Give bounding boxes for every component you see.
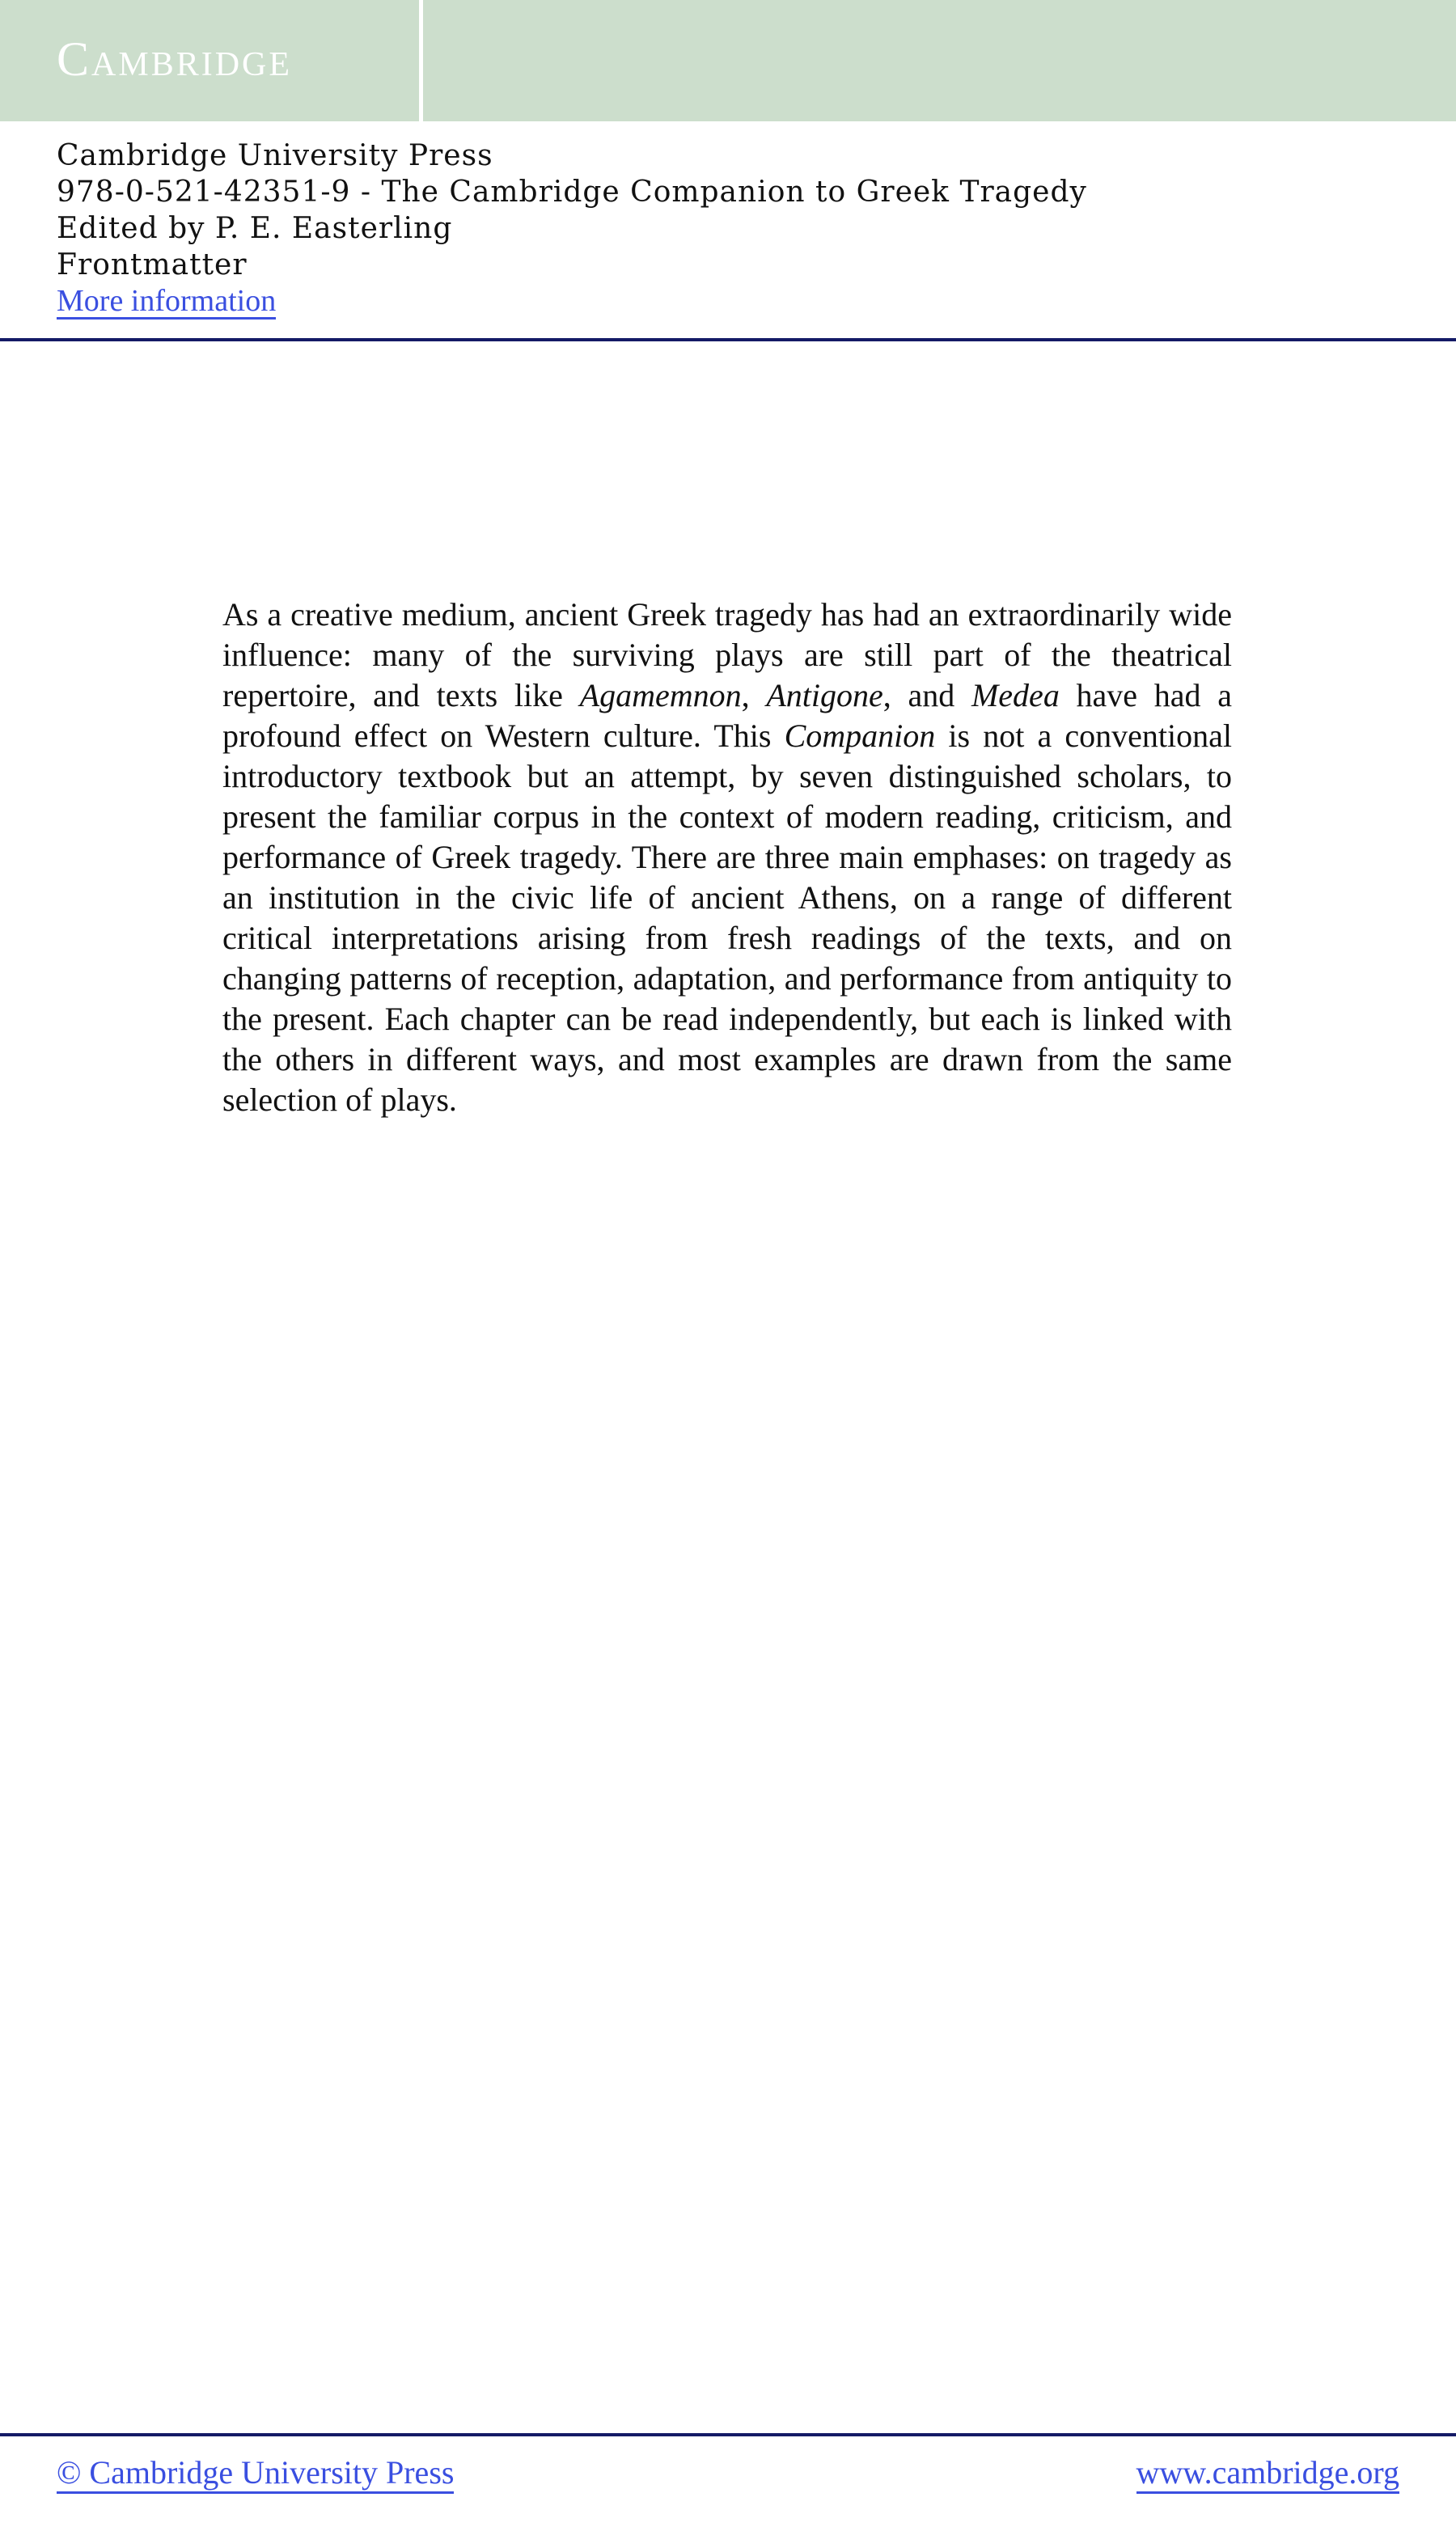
cambridge-logo: Cambridge <box>57 32 293 86</box>
book-metadata <box>57 138 1087 320</box>
description-paragraph <box>222 595 1232 1120</box>
banner-divider <box>419 0 423 121</box>
title-antigone: Antigone <box>766 677 883 713</box>
copyright-link[interactable]: © Cambridge University Press <box>57 2454 454 2494</box>
description-text-3: is not a conventional introductory textbook but an attempt, by seven distinguished scholars, to present the familiar corpus in the context of modern reading, criticism, and performance of Greek tragedy. There are three main emphases: on tragedy as an institution in the civic life of ancient Athens, on a range of different critical interpretations arising from fresh readings of the texts, and on changing patterns of reception, adaptation, and performance from antiquity to the present. Each chapter can be read independently, but each is linked with the others in different ways, and most examples are drawn from the same selection of plays. <box>222 717 1232 1118</box>
book-description <box>222 595 1232 1120</box>
section-name: Frontmatter <box>57 248 248 281</box>
header-banner <box>0 0 1456 121</box>
publisher-name: Cambridge University Press <box>57 139 493 172</box>
separator-2: , and <box>882 677 971 713</box>
website-link[interactable]: www.cambridge.org <box>1136 2454 1399 2494</box>
title-agamemnon: Agamemnon <box>579 677 742 713</box>
editor-line: Edited by P. E. Easterling <box>57 212 453 245</box>
footer-rule <box>0 2433 1456 2436</box>
description-text-1: As a creative medium, ancient Greek tragedy has had an extraordinarily wide influence: many of the surviving plays are still part of the theatrical repertoire, and texts like <box>222 596 1232 713</box>
isbn-title: 978-0-521-42351-9 - The Cambridge Companion to Greek Tragedy <box>57 176 1087 209</box>
header-rule <box>0 338 1456 341</box>
separator-1: , <box>741 677 767 713</box>
title-companion: Companion <box>784 717 936 754</box>
title-medea: Medea <box>971 677 1060 713</box>
description-text-2: have had a profound effect on Western culture. This <box>222 677 1233 754</box>
more-information-link[interactable]: More information <box>57 284 277 318</box>
